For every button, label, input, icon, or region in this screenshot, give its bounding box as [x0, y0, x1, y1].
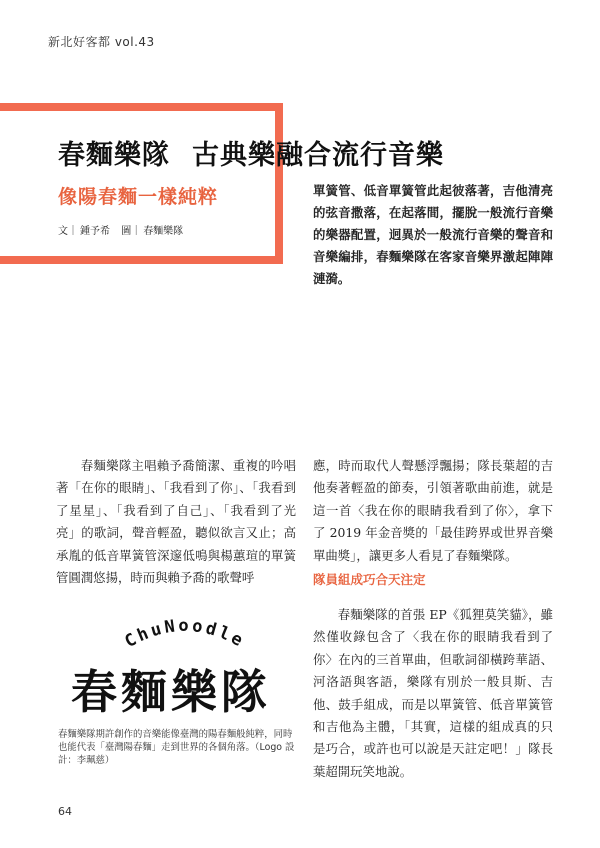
logo-caption: 春麵樂隊期許創作的音樂能像臺灣的陽春麵般純粹，同時也能代表「臺灣陽春麵」走到世界的各個角落。（Logo 設計：李珮慈） [58, 729, 295, 766]
article-subtitle: 像陽春麵一樣純粹 [58, 186, 219, 208]
section-heading: 隊員組成巧合天注定 [313, 572, 426, 587]
body-paragraph-left: 春麵樂隊主唱賴予喬簡潔、重複的吟唱著「在你的眼睛」、「我看到了你」、「我看到了星星」、「我看到了自己」、「我看到了光亮」的歌詞，聲音輕盈，聽似欲言又止；高承胤的低音單簧管深邃低鳴與楊蕙瑄的單簧管圓潤悠揚，時而與賴予喬的歌聲呼 [56, 458, 296, 586]
title-part-2: 古典樂融合流行音樂 [192, 140, 444, 171]
article-lead: 單簧管、低音單簧管此起彼落著，吉他清亮的弦音撒落，在起落間，擺脫一般流行音樂的樂器配置，迥異於一般流行音樂的聲音和音樂編排，春麵樂隊在客家音樂界激起陣陣漣漪。 [313, 183, 553, 286]
title-part-1: 春麵樂隊 [58, 140, 170, 171]
article-title [58, 133, 444, 172]
article-credits [58, 222, 185, 237]
page-number: 64 [58, 805, 72, 818]
body-paragraph-right: 春麵樂隊的首張 EP《狐狸莫笑貓》，雖然僅收錄包含了〈我在你的眼睛我看到了你〉在內的三首單曲，但歌詞卻橫跨華語、河洛語與客語，樂隊有別於一般貝斯、吉他、鼓手組成，而是以單簧管、低音單簧管和吉他為主體，「其實，這樣的組成真的只是巧合，或許也可以說是天註定吧！」隊長葉超開玩笑地說。 [313, 607, 553, 779]
photo-credit: 春麵樂隊 [143, 226, 184, 237]
svg-text:ChuNoodle [122, 616, 249, 652]
photo-label: 圖｜ [121, 226, 142, 237]
writer-name: 鍾予希 [80, 226, 110, 237]
logo-english-text: ChuNoodle [121, 616, 249, 653]
logo-chinese-text: 春麵樂隊 [71, 665, 271, 719]
magazine-header: 新北好客都 vol.43 [48, 35, 155, 49]
body-paragraph-right-continued: 應，時而取代人聲懸浮飄揚；隊長葉超的吉他奏著輕盈的節奏，引領著歌曲前進，就是這一首〈我在你的眼睛我看到了你〉，拿下了 2019 年金音獎的「最佳跨界或世界音樂單曲獎」，讓更多人看見了春麵樂隊。 [313, 458, 553, 563]
writer-label: 文｜ [58, 226, 78, 237]
